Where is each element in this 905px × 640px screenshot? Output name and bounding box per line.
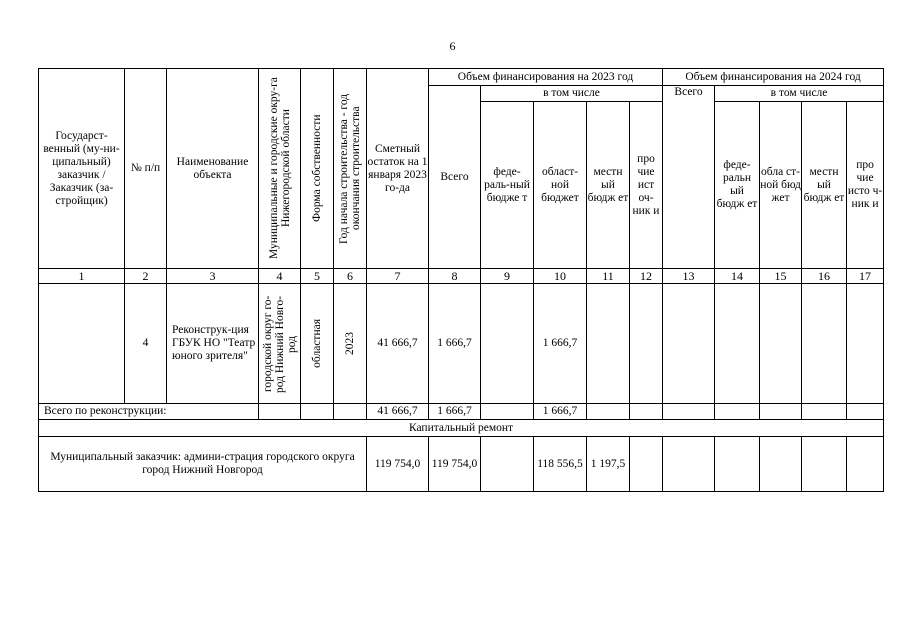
subtotal-regional-2023: 1 666,7 bbox=[534, 404, 587, 420]
col-number-2: 2 bbox=[125, 269, 167, 284]
row2-local-2023: 1 197,5 bbox=[587, 437, 630, 492]
header-local-2023: местн ый бюдж ет bbox=[587, 102, 630, 269]
header-other-2024: про чие исто ч-ник и bbox=[847, 102, 884, 269]
header-fin-2024: Объем финансирования на 2024 год bbox=[663, 69, 884, 86]
header-federal-2024: феде-ральн ый бюдж ет bbox=[715, 102, 760, 269]
subtotal-total-2024 bbox=[663, 404, 715, 420]
col-number-16: 16 bbox=[802, 269, 847, 284]
subtotal-regional-2024 bbox=[760, 404, 802, 420]
page-number: 6 bbox=[449, 39, 456, 53]
col-number-1: 1 bbox=[39, 269, 125, 284]
row1-estimate: 41 666,7 bbox=[367, 284, 429, 404]
header-other-2023: про чие ист оч-ник и bbox=[630, 102, 663, 269]
col-number-5: 5 bbox=[301, 269, 334, 284]
subtotal-other-2024 bbox=[847, 404, 884, 420]
header-number: № п/п bbox=[125, 69, 167, 269]
header-estimate: Сметный остаток на 1 января 2023 го-да bbox=[367, 69, 429, 269]
row1-number: 4 bbox=[125, 284, 167, 404]
subtotal-label: Всего по реконструкции: bbox=[39, 404, 259, 420]
col-number-15: 15 bbox=[760, 269, 802, 284]
col-number-12: 12 bbox=[630, 269, 663, 284]
header-object-name: Наименование объекта bbox=[167, 69, 259, 269]
row1-other-2024 bbox=[847, 284, 884, 404]
col-number-6: 6 bbox=[334, 269, 367, 284]
row1-district bbox=[259, 284, 301, 404]
subtotal-federal-2024 bbox=[715, 404, 760, 420]
row2-total-2024 bbox=[663, 437, 715, 492]
row1-customer bbox=[39, 284, 125, 404]
subtotal-other-2023 bbox=[630, 404, 663, 420]
row1-local-2024 bbox=[802, 284, 847, 404]
row2-customer: Муниципальный заказчик: админи-страция городского округа город Нижний Новгород bbox=[39, 437, 367, 492]
col-number-17: 17 bbox=[847, 269, 884, 284]
row1-local-2023 bbox=[587, 284, 630, 404]
row2-federal-2023 bbox=[481, 437, 534, 492]
row2-other-2024 bbox=[847, 437, 884, 492]
header-incl-2024: в том числе bbox=[715, 86, 884, 102]
col-number-9: 9 bbox=[481, 269, 534, 284]
section-title: Капитальный ремонт bbox=[39, 420, 884, 437]
header-district-text: Муниципальные и городские окру-га Нижегородской области bbox=[267, 77, 292, 260]
header-total-2023: Всего bbox=[429, 86, 481, 269]
col-number-13: 13 bbox=[663, 269, 715, 284]
header-fin-2023: Объем финансирования на 2023 год bbox=[429, 69, 663, 86]
row2-estimate: 119 754,0 bbox=[367, 437, 429, 492]
row1-other-2023 bbox=[630, 284, 663, 404]
row1-total-2024 bbox=[663, 284, 715, 404]
row2-local-2024 bbox=[802, 437, 847, 492]
subtotal-ownership bbox=[301, 404, 334, 420]
row1-regional-2024 bbox=[760, 284, 802, 404]
row1-object-name: Реконструк-ция ГБУК НО "Театр юного зрителя" bbox=[167, 284, 259, 404]
col-number-11: 11 bbox=[587, 269, 630, 284]
header-federal-2023: феде-раль-ный бюдже т bbox=[481, 102, 534, 269]
col-number-7: 7 bbox=[367, 269, 429, 284]
header-years-text: Год начала строительства - год окончания строительства bbox=[338, 93, 362, 244]
col-number-10: 10 bbox=[534, 269, 587, 284]
header-customer: Государст-венный (му-ни-ципальный) заказчик / Заказчик (за-стройщик) bbox=[39, 69, 125, 269]
row2-total-2023: 119 754,0 bbox=[429, 437, 481, 492]
col-number-8: 8 bbox=[429, 269, 481, 284]
header-ownership bbox=[301, 69, 334, 269]
row1-ownership bbox=[301, 284, 334, 404]
subtotal-local-2023 bbox=[587, 404, 630, 420]
header-ownership-text: Форма собственности bbox=[311, 114, 323, 223]
header-incl-2023: в том числе bbox=[481, 86, 663, 102]
row2-federal-2024 bbox=[715, 437, 760, 492]
row1-year-text: 2023 bbox=[344, 332, 356, 355]
row1-federal-2024 bbox=[715, 284, 760, 404]
subtotal-local-2024 bbox=[802, 404, 847, 420]
header-district bbox=[259, 69, 301, 269]
header-local-2024: местн ый бюдж ет bbox=[802, 102, 847, 269]
col-number-4: 4 bbox=[259, 269, 301, 284]
row1-ownership-text: областная bbox=[311, 319, 323, 368]
subtotal-district bbox=[259, 404, 301, 420]
header-regional-2023: област-ной бюджет bbox=[534, 102, 587, 269]
header-years bbox=[334, 69, 367, 269]
row1-total-2023: 1 666,7 bbox=[429, 284, 481, 404]
row2-other-2023 bbox=[630, 437, 663, 492]
row1-regional-2023: 1 666,7 bbox=[534, 284, 587, 404]
subtotal-total-2023: 1 666,7 bbox=[429, 404, 481, 420]
financing-table bbox=[38, 68, 884, 492]
row2-regional-2024 bbox=[760, 437, 802, 492]
col-number-3: 3 bbox=[167, 269, 259, 284]
header-total-2024: Всего bbox=[663, 86, 715, 269]
col-number-14: 14 bbox=[715, 269, 760, 284]
header-regional-2024: обла ст-ной бюд жет bbox=[760, 102, 802, 269]
row1-district-text: городской округ го-род Нижний Новго-род bbox=[261, 294, 298, 393]
subtotal-federal-2023 bbox=[481, 404, 534, 420]
subtotal-year bbox=[334, 404, 367, 420]
row1-year bbox=[334, 284, 367, 404]
row2-regional-2023: 118 556,5 bbox=[534, 437, 587, 492]
subtotal-estimate: 41 666,7 bbox=[367, 404, 429, 420]
row1-federal-2023 bbox=[481, 284, 534, 404]
